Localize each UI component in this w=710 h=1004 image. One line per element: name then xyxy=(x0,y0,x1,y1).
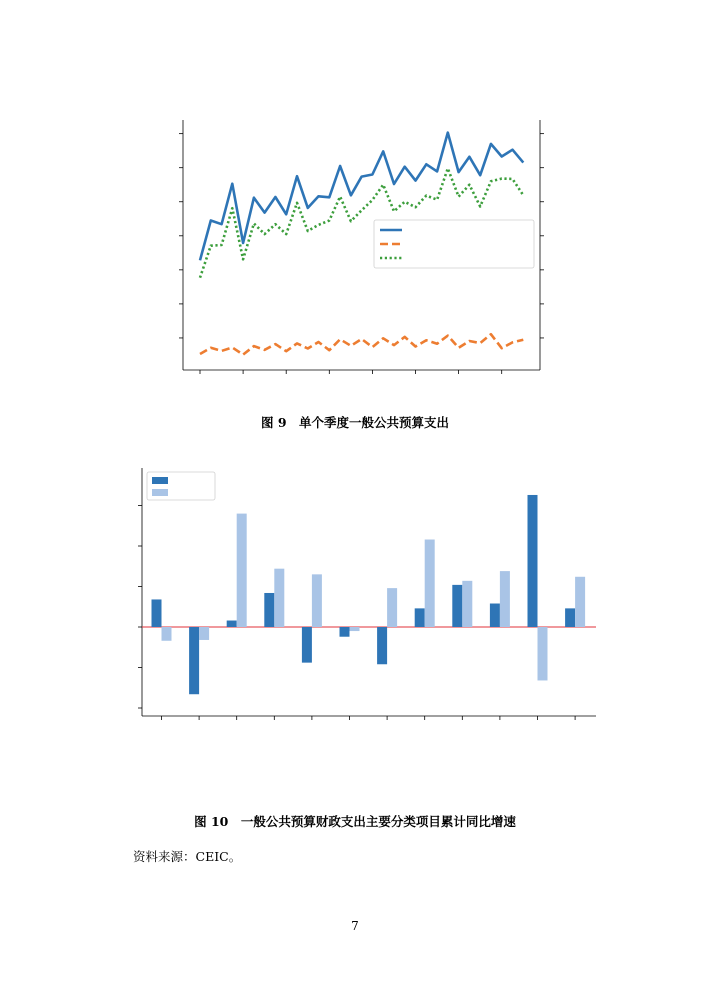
expenditure-growth-bar-chart xyxy=(0,450,710,810)
bar-2021-09 xyxy=(528,495,538,627)
quarterly-expenditure-chart xyxy=(0,0,710,400)
bar-2022-09 xyxy=(462,581,472,627)
bar-2022-09 xyxy=(162,627,172,641)
bar-2022-09 xyxy=(538,627,548,680)
bar-2021-09 xyxy=(565,608,575,627)
bar-2022-09 xyxy=(387,588,397,627)
bar-2021-09 xyxy=(189,627,199,694)
bar-2022-09 xyxy=(425,540,435,627)
figure-9-caption: 图 9 单个季度一般公共预算支出 xyxy=(260,415,450,430)
bar-2021-09 xyxy=(152,599,162,627)
bar-2022-09 xyxy=(199,627,209,640)
bar-2021-09 xyxy=(490,604,500,627)
page-number: 7 xyxy=(351,919,359,933)
series-line-2 xyxy=(200,334,523,354)
bar-2022-09 xyxy=(350,627,360,631)
bar-2021-09 xyxy=(227,621,237,627)
bar-2022-09 xyxy=(500,571,510,627)
bar-2021-09 xyxy=(264,593,274,627)
bar-2021-09 xyxy=(452,585,462,627)
bar-2022-09 xyxy=(237,514,247,627)
bar-2021-09 xyxy=(302,627,312,663)
bar-2021-09 xyxy=(340,627,350,637)
bar-2022-09 xyxy=(575,577,585,627)
legend-swatch xyxy=(152,477,168,484)
bar-2022-09 xyxy=(274,569,284,627)
bar-2022-09 xyxy=(312,574,322,627)
legend-swatch xyxy=(152,489,168,496)
bar-2021-09 xyxy=(377,627,387,664)
figure-10-caption: 图 10 一般公共预算财政支出主要分类项目累计同比增速 xyxy=(194,814,516,829)
bar-2021-09 xyxy=(415,608,425,627)
data-source-note: 资料来源：CEIC。 xyxy=(133,849,242,864)
